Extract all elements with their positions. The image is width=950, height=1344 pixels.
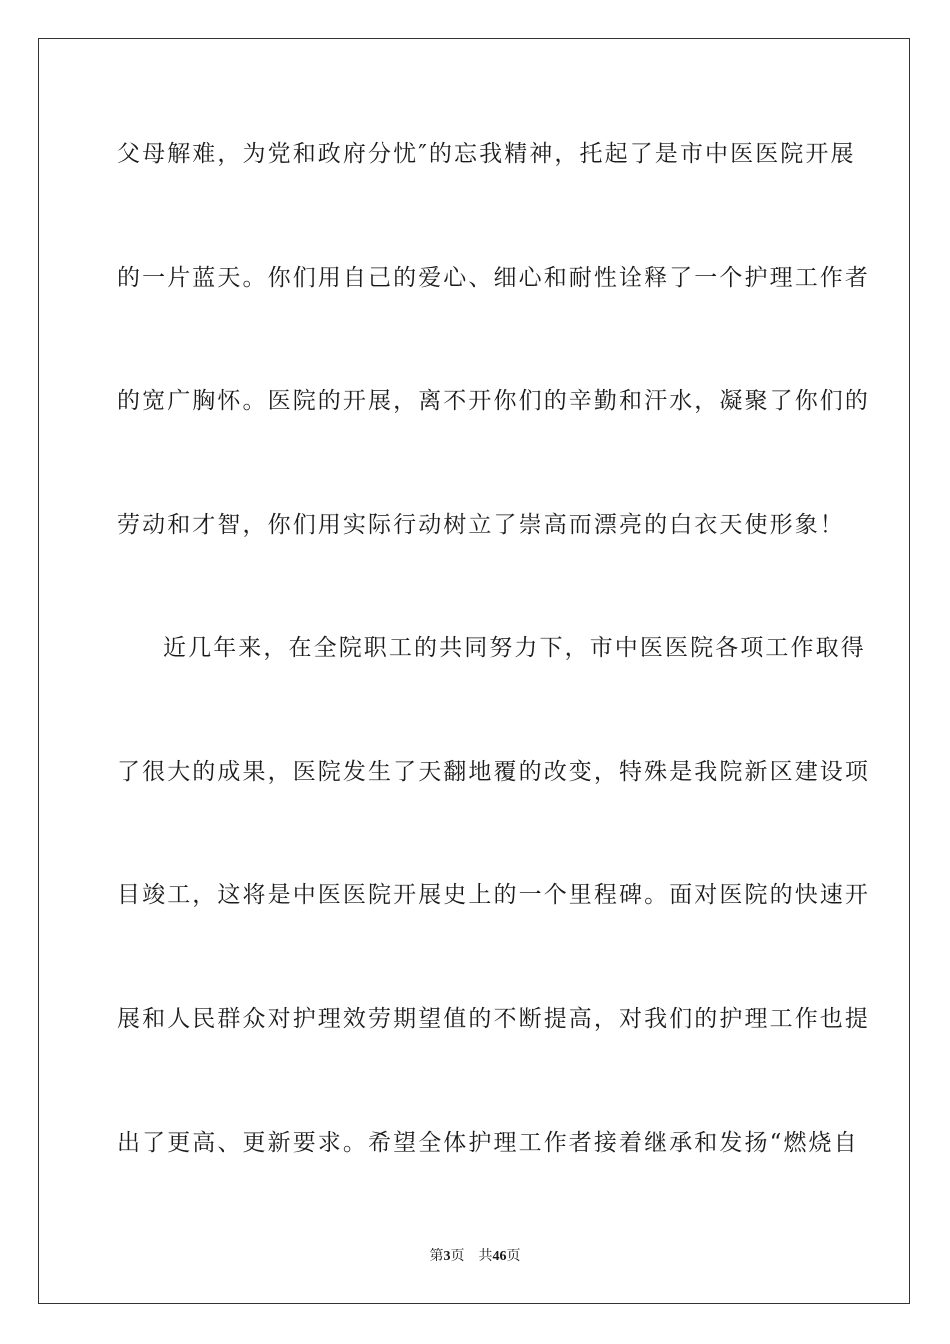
- body-text-line-9: 出了更高、更新要求。希望全体护理工作者接着继承和发扬“燃烧自: [117, 1130, 859, 1156]
- footer-total-pages: 46: [492, 1249, 507, 1264]
- body-text-line-8: 展和人民群众对护理效劳期望值的不断提高，对我们的护理工作也提: [117, 1006, 870, 1032]
- body-text-line-3: 的宽广胸怀。医院的开展，离不开你们的辛勤和汗水，凝聚了你们的: [117, 388, 870, 414]
- body-text-line-7: 目竣工，这将是中医医院开展史上的一个里程碑。面对医院的快速开: [117, 882, 870, 908]
- footer-page-suffix: 页: [450, 1249, 465, 1264]
- body-text-line-6: 了很大的成果，医院发生了天翻地覆的改变，特殊是我院新区建设项: [117, 759, 870, 785]
- footer-page-prefix: 第: [429, 1249, 444, 1264]
- body-text-line-4: 劳动和才智，你们用实际行动树立了崇高而漂亮的白衣天使形象！: [117, 512, 845, 538]
- body-text-line-1: 父母解难，为党和政府分忧″的忘我精神，托起了是市中医医院开展: [117, 141, 856, 167]
- footer-total-prefix: 共: [478, 1249, 493, 1264]
- page-border: [38, 38, 910, 1304]
- footer-total-suffix: 页: [506, 1249, 521, 1264]
- body-text-line-5: 近几年来，在全院职工的共同努力下，市中医医院各项工作取得: [163, 635, 866, 661]
- footer-page-number: 3: [443, 1249, 451, 1264]
- page-footer: [0, 1248, 950, 1266]
- body-text-line-2: 的一片蓝天。你们用自己的爱心、细心和耐性诠释了一个护理工作者: [117, 265, 870, 291]
